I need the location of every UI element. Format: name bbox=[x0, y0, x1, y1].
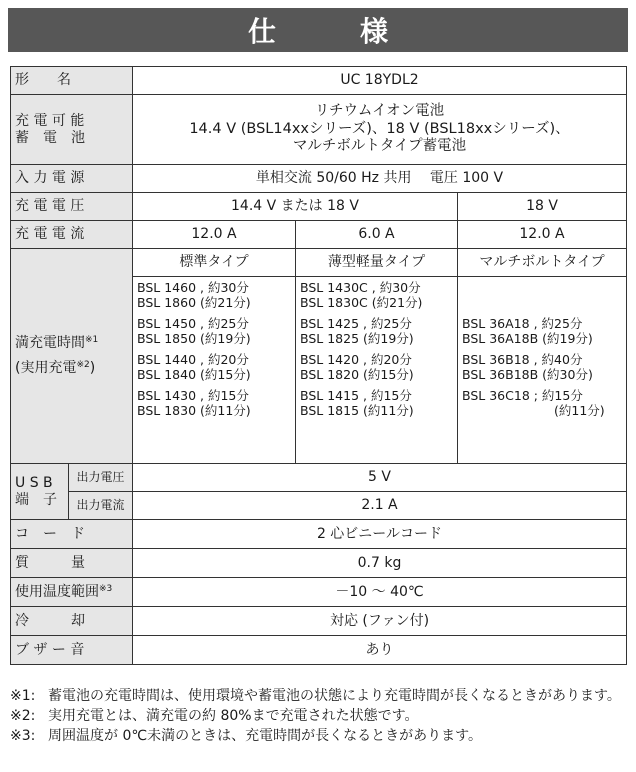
value-input: 単相交流 50/60 Hz 共用 電圧 100 V bbox=[133, 165, 627, 193]
value-buzzer: あり bbox=[133, 636, 627, 665]
footnotes bbox=[10, 686, 630, 746]
value-cooling: 対応 (ファン付) bbox=[133, 607, 627, 636]
row-model bbox=[11, 67, 627, 95]
label-battery: 充 電 可 能 蓄 電 池 bbox=[11, 95, 133, 165]
label-charge-time: 満充電時間$^{※1}$ (実用充電$^{※2}$) bbox=[11, 249, 133, 464]
list-item: BSL 36A18 , 約25分 BSL 36A18B (約19分) bbox=[462, 316, 593, 346]
list-item: BSL 1430 , 約15分 BSL 1830 (約11分) bbox=[137, 388, 251, 418]
list-item: BSL 1415 , 約15分 BSL 1815 (約11分) bbox=[300, 388, 414, 418]
value-usb-voltage: 5 V bbox=[133, 464, 627, 492]
list-item: BSL 1425 , 約25分 BSL 1825 (約19分) bbox=[300, 316, 414, 346]
header-multi: マルチボルトタイプ bbox=[458, 249, 627, 277]
row-cooling bbox=[11, 607, 627, 636]
label-usb-current: 出力電流 bbox=[69, 492, 133, 520]
label-temp: 使用温度範囲$^{※3}$ bbox=[11, 578, 133, 607]
label-current: 充 電 電 流 bbox=[11, 221, 133, 249]
label-model: 形 名 bbox=[11, 67, 133, 95]
row-charge-time-header bbox=[11, 249, 627, 277]
label-input: 入 力 電 源 bbox=[11, 165, 133, 193]
value-temp: －10 ～ 40℃ bbox=[133, 578, 627, 607]
list-item: BSL 1450 , 約25分 BSL 1850 (約19分) bbox=[137, 316, 251, 346]
row-buzzer bbox=[11, 636, 627, 665]
label-buzzer: ブ ザ ー 音 bbox=[11, 636, 133, 665]
label-cord: コ ー ド bbox=[11, 520, 133, 549]
label-usb-voltage: 出力電圧 bbox=[69, 464, 133, 492]
charge-list-standard bbox=[133, 277, 296, 464]
footnote-1: ※1: 蓄電池の充電時間は、使用環境や蓄電池の状態により充電時間が長くなるときがあります。 bbox=[10, 688, 621, 704]
row-mass bbox=[11, 549, 627, 578]
value-mass: 0.7 kg bbox=[133, 549, 627, 578]
row-temp bbox=[11, 578, 627, 607]
value-current-standard: 12.0 A bbox=[133, 221, 296, 249]
row-usb-current bbox=[11, 492, 627, 520]
header-standard: 標準タイプ bbox=[133, 249, 296, 277]
list-item: BSL 1460 , 約30分 BSL 1860 (約21分) bbox=[137, 280, 251, 310]
label-mass: 質 量 bbox=[11, 549, 133, 578]
label-usb: U S B 端 子 bbox=[11, 464, 69, 520]
value-voltage-b: 18 V bbox=[458, 193, 627, 221]
value-battery: リチウムイオン電池 14.4 V (BSL14xxシリーズ)、18 V (BSL18xxシリーズ)、 マルチボルトタイプ蓄電池 bbox=[133, 95, 627, 165]
row-cord bbox=[11, 520, 627, 549]
label-cooling: 冷 却 bbox=[11, 607, 133, 636]
value-voltage-a: 14.4 V または 18 V bbox=[133, 193, 458, 221]
label-voltage: 充 電 電 圧 bbox=[11, 193, 133, 221]
value-cord: 2 心ビニールコード bbox=[133, 520, 627, 549]
value-current-slim: 6.0 A bbox=[296, 221, 458, 249]
list-item: BSL 36B18 , 約40分 BSL 36B18B (約30分) bbox=[462, 352, 593, 382]
value-usb-current: 2.1 A bbox=[133, 492, 627, 520]
row-usb-voltage bbox=[11, 464, 627, 492]
charge-list-slim bbox=[296, 277, 458, 464]
value-model: UC 18YDL2 bbox=[133, 67, 627, 95]
row-current bbox=[11, 221, 627, 249]
title-banner bbox=[8, 8, 628, 52]
list-item: BSL 1430C , 約30分 BSL 1830C (約21分) bbox=[300, 280, 423, 310]
page-title: 仕 様 bbox=[247, 15, 416, 48]
value-current-multi: 12.0 A bbox=[458, 221, 627, 249]
list-item: BSL 36C18 ; 約15分 (約11分) bbox=[462, 388, 605, 418]
row-battery bbox=[11, 95, 627, 165]
footnote-2: ※2: 実用充電とは、満充電の約 80%まで充電された状態です。 bbox=[10, 708, 419, 724]
charge-list-multi bbox=[458, 277, 627, 464]
list-item: BSL 1420 , 約20分 BSL 1820 (約15分) bbox=[300, 352, 414, 382]
header-slim: 薄型軽量タイプ bbox=[296, 249, 458, 277]
spec-table bbox=[10, 66, 627, 665]
footnote-3: ※3: 周囲温度が 0℃未満のときは、充電時間が長くなるときがあります。 bbox=[10, 728, 482, 744]
row-input bbox=[11, 165, 627, 193]
row-voltage bbox=[11, 193, 627, 221]
list-item: BSL 1440 , 約20分 BSL 1840 (約15分) bbox=[137, 352, 251, 382]
